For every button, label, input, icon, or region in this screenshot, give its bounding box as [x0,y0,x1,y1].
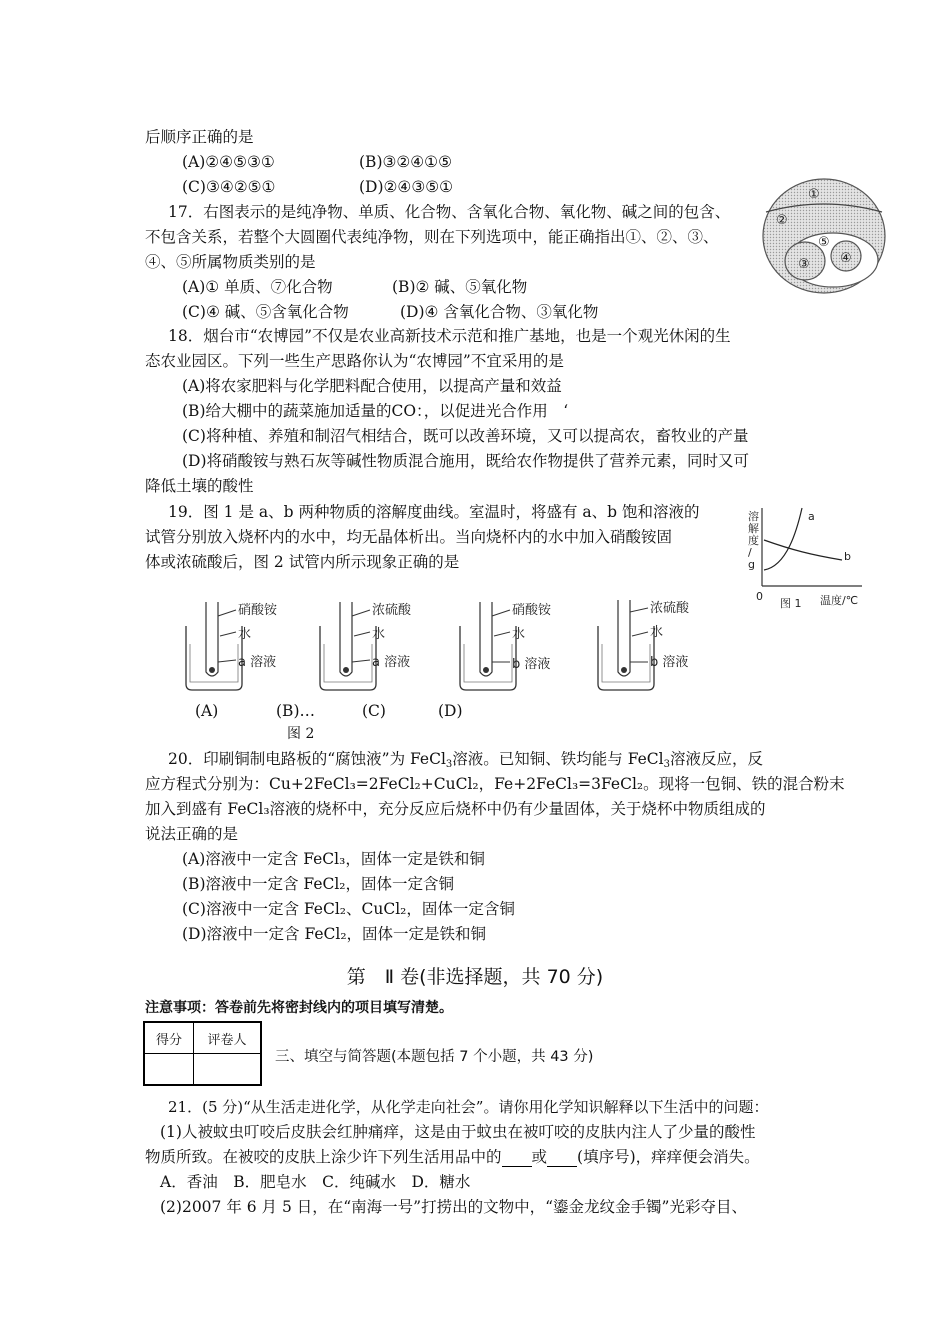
beaker-d-mid: 水 [650,625,664,640]
q20-sub-1: 3 [445,759,453,770]
q20-line4: 说法正确的是 [145,825,239,843]
grader-cell[interactable] [194,1054,262,1086]
beaker-c-top: 硝酸铵 [512,603,552,618]
curve-b [764,540,842,560]
circle-label-4: ④ [840,251,852,266]
graph-curve-a-label: a [808,510,815,523]
q20-option-b: (B)溶液中一定含 FeCl₂，固体一定含铜 [182,875,455,893]
circle-label-1: ① [808,187,820,202]
graph-origin: 0 [756,590,763,603]
q17-line2: 不包含关系，若整个大圆圈代表纯净物，则在下列选项中，能正确指出①、②、③、 [145,228,719,246]
q16-option-a: (A)②④⑤③① [182,153,275,171]
beaker-c-mid: 水 [512,627,526,642]
beaker-b [320,602,412,690]
beaker-d-bot: b 溶液 [650,655,689,670]
q16-tail: 后顺序正确的是 [145,128,254,146]
q20-line2: 应方程式分别为：Cu+2FeCl₃=2FeCl₂+CuCl₂，Fe+2FeCl₃=3FeCl₂。现将一包铜、铁的混合粉末 [145,775,845,793]
beaker-a-mid: 水 [238,627,252,642]
beaker-figure [178,596,738,698]
score-cell[interactable] [144,1054,194,1086]
q16-option-d: (D)②④③⑤① [359,178,453,196]
q21-line1: 21．(5 分)“从生活走进化学，从化学走向社会”。请你用化学知识解释以下生活中的问题： [168,1098,769,1116]
q17-option-b: (B)② 碱、⑤氧化物 [392,278,528,296]
q19-line3: 体或浓硫酸后，图 2 试管内所示现象正确的是 [145,553,460,571]
graph-caption: 图 1 [780,597,802,610]
q20-sub-2: 3 [663,759,670,770]
q17-option-d: (D)④ 含氧化合物、③氧化物 [400,303,599,321]
classification-circle-figure [760,176,890,298]
curve-a [764,508,802,570]
beaker-a-letter: (A) [195,702,219,720]
q17-option-a: (A)① 单质、⑦化合物 [182,278,333,296]
circle-label-2: ② [776,213,788,228]
q19-line1: 19．图 1 是 a、b 两种物质的溶解度曲线。室温时，将盛有 a、b 饱和溶液的 [168,503,700,521]
q20-option-c: (C)溶液中一定含 FeCl₂、CuCl₂，固体一定含铜 [182,900,515,918]
q20-line3: 加入到盛有 FeCl₃溶液的烧杯中，充分反应后烧杯中仍有少量固体，关于烧杯中物质组成的 [145,800,766,818]
part2-notice: 注意事项：答卷前先将密封线内的项目填写清楚。 [145,1000,453,1016]
q21-p1-line2 [145,1147,760,1167]
score-header: 得分 [144,1022,194,1054]
q20-line1-pre: 20．印刷铜制电路板的“腐蚀液”为 FeCl [168,750,446,768]
q21-p1-line1: (1)人被蚊虫叮咬后皮肤会红肿痛痒，这是由于蚊虫在被叮咬的皮肤内注人了少量的酸性 [160,1123,756,1141]
beaker-a-bot: a 溶液 [238,655,277,670]
beaker-b-letter: (B)… [276,702,315,720]
beaker-d [598,600,690,690]
grader-header: 评卷人 [194,1022,262,1054]
beaker-a [186,602,278,690]
graph-curve-b-label: b [844,550,851,563]
q20-option-a: (A)溶液中一定含 FeCl₃，固体一定是铁和铜 [182,850,485,868]
q18-line2: 态农业园区。下列一些生产思路你认为“农博园”不宜采用的是 [145,352,564,370]
q21-p1-line2-a: 物质所致。在被咬的皮肤上涂少许下列生活用品中的 [145,1148,502,1166]
q21-choices: A．香油 B．肥皂水 C．纯碱水 D．糖水 [160,1173,471,1191]
q16-option-b: (B)③②④①⑤ [359,153,452,171]
score-table [143,1021,262,1086]
beaker-b-bot: a 溶液 [372,655,411,670]
q21-p1-line2-c: (填序号)，痒痒便会消失。 [577,1148,760,1166]
q20-line1-mid: 溶液。已知铜、铁均能与 FeCl [452,750,664,768]
q20-option-d: (D)溶液中一定含 FeCl₂，固体一定是铁和铜 [182,925,487,943]
q17-line1: 17．右图表示的是纯净物、单质、化合物、含氧化合物、氧化物、碱之间的包含、 [168,203,731,221]
solubility-graph [742,500,867,612]
q19-line2: 试管分别放入烧杯内的水中，均无晶体析出。当向烧杯内的水中加入硝酸铵固 [145,528,673,546]
beaker-d-letter: (D) [438,702,463,720]
answer-blank-1[interactable] [502,1150,532,1167]
q18-option-d-line2: 降低土壤的酸性 [145,477,254,495]
section-heading: 三、填空与简答题(本题包括 7 个小题，共 43 分) [275,1049,594,1065]
graph-ylabel: 溶解度/ g [748,510,759,571]
q20-line1 [168,749,763,769]
q21-p2-line1: (2)2007 年 6 月 5 日，在“南海一号”打捞出的文物中，“鎏金龙纹金手镯”光彩夺目、 [160,1198,747,1216]
q18-line1: 18．烟台市“农博园”不仅是农业高新技术示范和推广基地，也是一个观光休闲的生 [168,327,731,345]
part2-title: 第 Ⅱ 卷(非选择题，共 70 分) [346,966,604,988]
q18-option-c: (C)将种植、养殖和制沼气相结合，既可以改善环境，又可以提高农，畜牧业的产量 [182,427,749,445]
answer-blank-2[interactable] [547,1150,577,1167]
graph-xlabel: 温度/℃ [820,594,859,607]
beaker-c-bot: b 溶液 [512,657,551,672]
beaker-a-top: 硝酸铵 [238,603,278,618]
beaker-d-top: 浓硫酸 [650,601,690,616]
q16-option-c: (C)③④②⑤① [182,178,276,196]
q20-line1-post: 溶液反应，反 [669,750,763,768]
beaker-b-mid: 水 [372,627,386,642]
q18-option-b: (B)给大棚中的蔬菜施加适量的CO：，以促进光合作用 ‘ [182,402,569,420]
fig2-caption: 图 2 [287,726,315,742]
beaker-c [460,602,552,690]
circle-label-5: ⑤ [818,235,830,250]
q17-option-c: (C)④ 碱、⑤含氧化合物 [182,303,349,321]
q17-line3: ④、⑤所属物质类别的是 [145,253,316,271]
q18-option-d-line1: (D)将硝酸铵与熟石灰等碱性物质混合施用，既给农作物提供了营养元素，同时又可 [182,452,750,470]
q21-p1-line2-b: 或 [531,1148,548,1166]
q18-option-a: (A)将农家肥料与化学肥料配合使用，以提高产量和效益 [182,377,562,395]
beaker-b-top: 浓硫酸 [372,603,412,618]
circle-label-3: ③ [798,257,810,272]
beaker-c-letter: (C) [362,702,386,720]
